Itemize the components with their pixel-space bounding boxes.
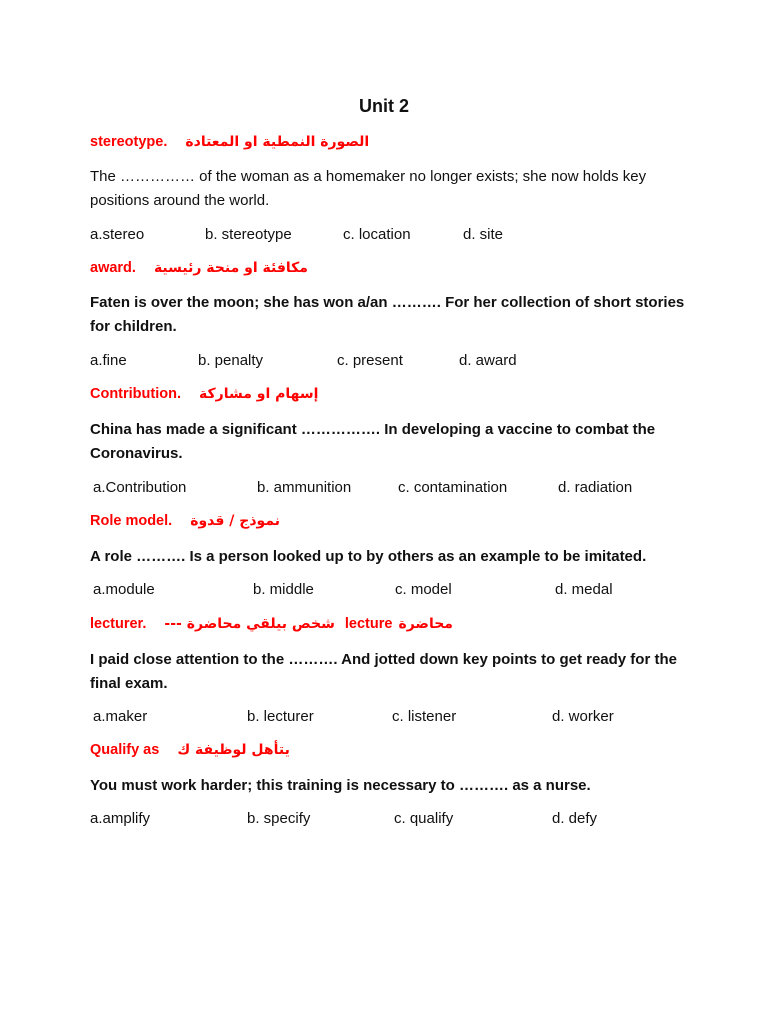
option-c[interactable]: c. qualify [394,810,454,827]
option-d[interactable]: d. award [459,352,517,369]
vocab-term-qualify-as [90,742,290,758]
vocab-arabic-translation: شخص بيلقي محاضرة --- [164,616,335,632]
vocab-related-arabic: محاضرة [398,616,453,632]
page-title: Unit 2 [358,96,409,116]
option-d[interactable]: d. medal [555,581,613,598]
answer-options [90,581,710,603]
option-a[interactable]: a.amplify [90,810,151,827]
vocab-term-label: Role model. [90,513,173,529]
question-text: I paid close attention to the ………. And jotted down key points to get ready for the final exam. [90,651,677,692]
option-d[interactable]: d. defy [552,810,598,827]
vocab-arabic-translation: الصورة النمطية او المعتادة [185,134,370,150]
option-b[interactable]: b. ammunition [257,479,352,496]
answer-options [90,479,710,501]
option-d[interactable]: d. site [463,226,504,243]
answer-options [90,810,710,832]
option-b[interactable]: b. middle [253,581,314,598]
option-b[interactable]: b. specify [247,810,311,827]
option-a[interactable]: a.fine [90,352,127,369]
option-c[interactable]: c. contamination [398,479,508,496]
vocab-term-label: stereotype. [90,134,168,150]
option-b[interactable]: b. stereotype [205,226,292,243]
answer-options [90,226,710,248]
vocab-term-label: award. [90,260,136,276]
vocab-arabic-translation: إسهام او مشاركة [199,386,319,402]
vocab-related-term: lecture [344,616,393,632]
option-b[interactable]: b. penalty [198,352,264,369]
vocab-term-label: lecturer. [90,616,147,632]
vocab-arabic-translation: يتأهل لوظيفة ك [177,742,290,758]
question-text: Faten is over the moon; she has won a/an ………. For her collection of short stories for children. [90,294,685,335]
option-c[interactable]: c. model [395,581,452,598]
option-c[interactable]: c. present [337,352,403,369]
vocab-term-role-model [90,513,280,529]
option-a[interactable]: a.module [93,581,155,598]
option-a[interactable]: a.stereo [90,226,145,243]
question-text: China has made a significant ……………. In developing a vaccine to combat the Coronavirus. [90,421,656,462]
vocab-term-stereotype [90,134,369,150]
option-a[interactable]: a.maker [93,708,148,725]
vocab-term-contribution [90,386,318,402]
vocab-term-award [90,260,308,276]
question-text: The …………… of the woman as a homemaker no longer exists; she now holds key positions around the world. [90,168,647,209]
answer-options [90,708,710,730]
option-c[interactable]: c. listener [392,708,457,725]
option-d[interactable]: d. radiation [558,479,633,496]
option-b[interactable]: b. lecturer [247,708,314,725]
question-text: A role ………. Is a person looked up to by others as an example to be imitated. [90,548,647,565]
vocab-arabic-translation: مكافئة او منحة رئيسية [153,260,308,276]
vocab-arabic-translation: نموذج / قدوة [190,513,280,529]
answer-options [90,352,710,374]
vocab-term-label: Qualify as [90,742,160,758]
option-a[interactable]: a.Contribution [93,479,187,496]
vocab-term-lecturer [90,616,453,632]
vocab-term-label: Contribution. [90,386,182,402]
option-c[interactable]: c. location [343,226,411,243]
option-d[interactable]: d. worker [552,708,614,725]
question-text: You must work harder; this training is necessary to ………. as a nurse. [90,777,591,794]
